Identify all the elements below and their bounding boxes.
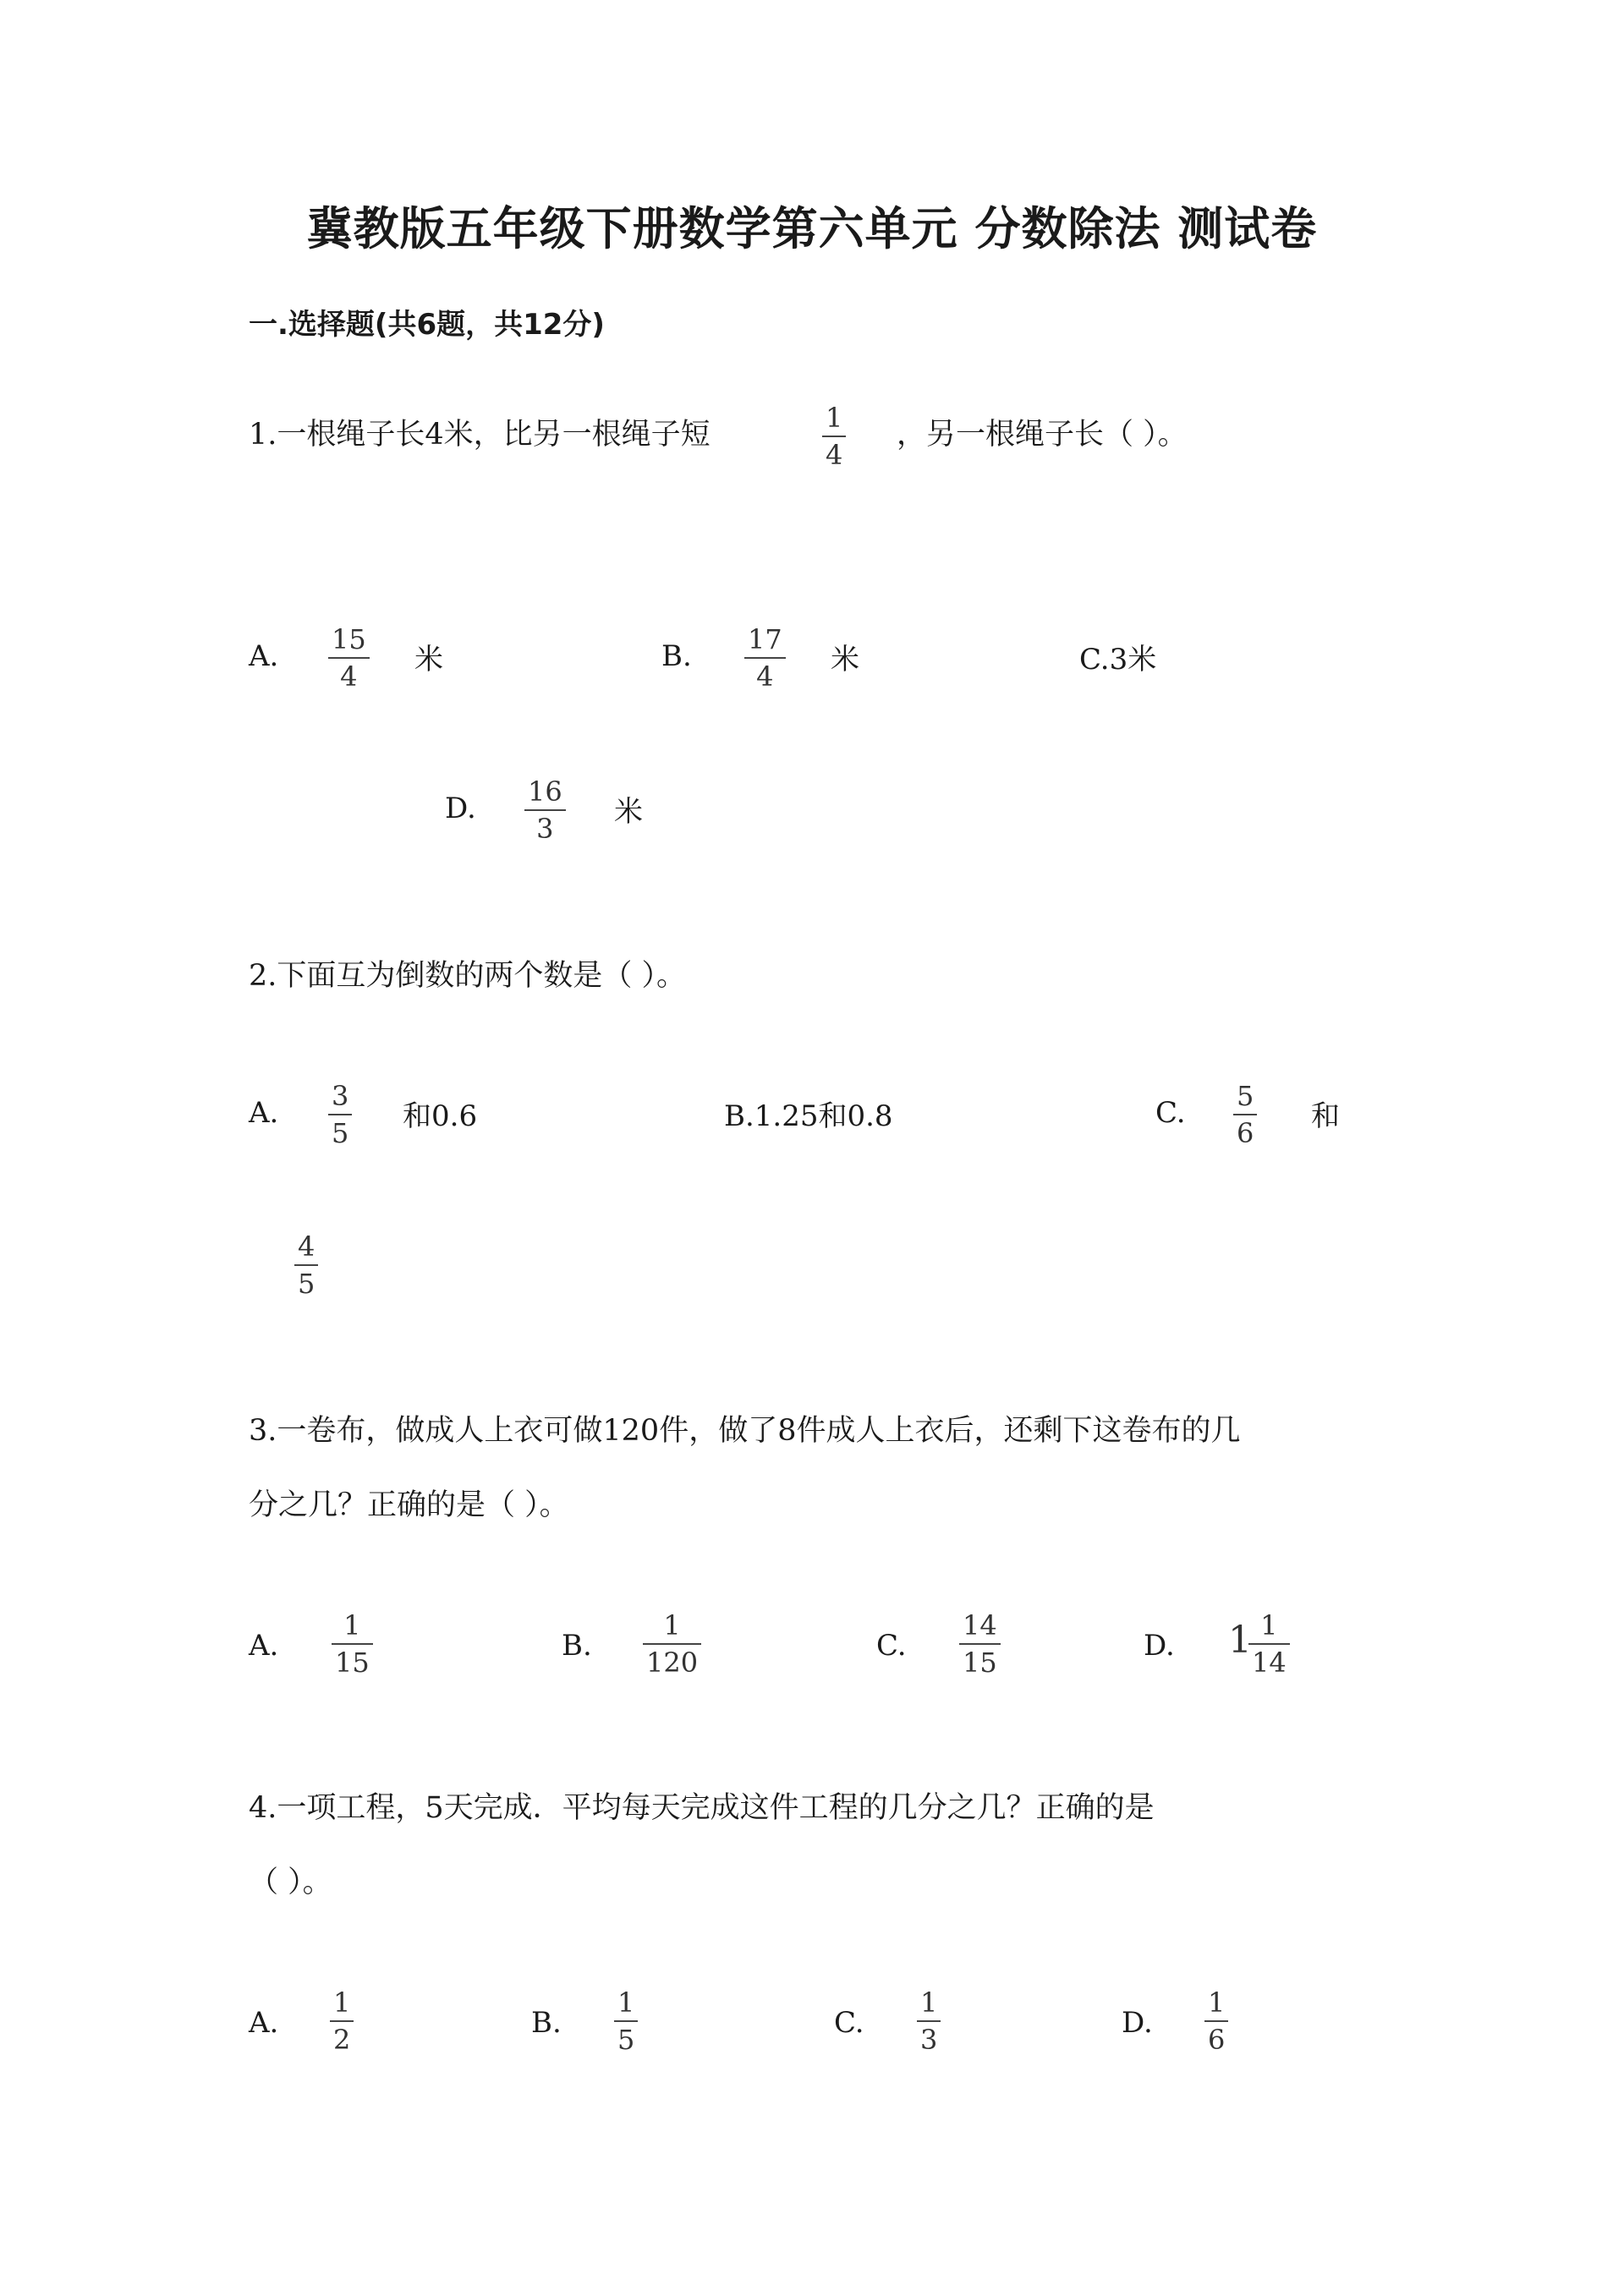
fraction-numerator: 1 — [1208, 1986, 1226, 2019]
q1-option-b-unit: 米 — [831, 643, 859, 677]
fraction-numerator: 4 — [298, 1230, 315, 1263]
fraction-denominator: 3 — [536, 813, 554, 845]
q4-option-d-label[interactable]: D. — [1122, 2006, 1153, 2040]
q4-option-a-label[interactable]: A. — [249, 2006, 279, 2040]
fraction-numerator: 16 — [528, 775, 562, 808]
fraction-numerator: 1 — [333, 1986, 351, 2019]
q1-option-a-unit: 米 — [414, 643, 443, 677]
q1-option-b-fraction — [744, 623, 786, 693]
question-1-text: 1.一根绳子长4米，比另一根绳子短 — [249, 418, 710, 452]
q2-option-b[interactable]: B.1.25和0.8 — [724, 1099, 893, 1133]
fraction-denominator: 120 — [646, 1647, 699, 1679]
q2-option-a-text: 和0.6 — [403, 1099, 478, 1133]
fraction-denominator: 6 — [1237, 1117, 1254, 1149]
q3-option-b-fraction — [643, 1609, 701, 1679]
q3-option-c-label[interactable]: C. — [876, 1629, 907, 1663]
question-4-line-2: （ ）。 — [249, 1866, 332, 1899]
q3-option-d-label[interactable]: D. — [1144, 1629, 1175, 1663]
question-1-text-after: ，另一根绳子长（ ）。 — [897, 418, 1188, 452]
q1-option-a-fraction — [328, 623, 370, 693]
fraction-numerator: 1 — [1260, 1609, 1278, 1641]
q1-option-d-fraction — [524, 775, 566, 845]
fraction-denominator: 14 — [1252, 1647, 1287, 1679]
q4-option-c-label[interactable]: C. — [834, 2006, 864, 2040]
q4-option-d-fraction — [1204, 1986, 1228, 2056]
fraction-denominator: 3 — [920, 2024, 938, 2056]
q3-option-c-fraction — [959, 1609, 1001, 1679]
fraction-denominator: 2 — [333, 2024, 351, 2056]
q1-option-d-label[interactable]: D. — [445, 792, 476, 825]
fraction-numerator: 1 — [617, 1986, 635, 2019]
q4-option-b-fraction — [614, 1986, 638, 2056]
fraction-numerator: 1 — [920, 1986, 938, 2019]
section-heading: 一.选择题(共6题，共12分) — [249, 308, 605, 342]
fraction-denominator: 5 — [332, 1117, 349, 1149]
fraction-numerator: 15 — [332, 623, 366, 655]
fraction-denominator: 4 — [826, 439, 843, 471]
q4-option-b-label[interactable]: B. — [531, 2006, 562, 2040]
q1-option-d-unit: 米 — [614, 795, 643, 829]
question-3-line-1: 3.一卷布，做成人上衣可做120件，做了8件成人上衣后，还剩下这卷布的几 — [249, 1414, 1241, 1448]
fraction-numerator: 1 — [343, 1609, 361, 1641]
q2-option-a-fraction — [328, 1082, 352, 1147]
q2-option-a-label[interactable]: A. — [249, 1096, 279, 1130]
q3-option-b-label[interactable]: B. — [562, 1629, 592, 1663]
q2-option-c-label[interactable]: C. — [1155, 1096, 1186, 1130]
fraction-numerator: 14 — [963, 1609, 997, 1641]
question-2-text: 2.下面互为倒数的两个数是（ ）。 — [249, 959, 687, 993]
fraction-denominator: 15 — [963, 1647, 997, 1679]
q2-option-c-text: 和 — [1311, 1099, 1340, 1133]
fraction-numerator: 3 — [332, 1080, 349, 1112]
q3-option-a-label[interactable]: A. — [249, 1629, 279, 1663]
fraction-denominator: 4 — [340, 660, 358, 693]
fraction-denominator: 4 — [756, 660, 774, 693]
fraction-numerator: 1 — [826, 402, 843, 434]
fraction-numerator: 1 — [663, 1609, 681, 1641]
fraction-denominator: 5 — [298, 1268, 315, 1300]
q2-option-c-fraction-2 — [294, 1230, 318, 1300]
q1-option-a-label[interactable]: A. — [249, 639, 279, 673]
question-3-line-2: 分之几？正确的是（ ）。 — [249, 1488, 569, 1522]
fraction-denominator: 15 — [335, 1647, 370, 1679]
question-4-line-1: 4.一项工程，5天完成．平均每天完成这件工程的几分之几？正确的是 — [249, 1791, 1155, 1825]
q4-option-c-fraction — [917, 1986, 941, 2056]
page-title: 冀教版五年级下册数学第六单元 分数除法 测试卷 — [306, 202, 1318, 255]
q3-option-d-fraction — [1248, 1609, 1290, 1679]
fraction-numerator: 17 — [748, 623, 782, 655]
q2-option-c-fraction — [1233, 1082, 1257, 1147]
question-1-fraction — [822, 404, 846, 469]
q1-option-b-label[interactable]: B. — [661, 639, 692, 673]
q4-option-a-fraction — [330, 1986, 354, 2056]
fraction-numerator: 5 — [1237, 1080, 1254, 1112]
q1-option-c[interactable]: C.3米 — [1079, 643, 1157, 677]
fraction-denominator: 5 — [617, 2024, 635, 2056]
q3-option-a-fraction — [332, 1609, 373, 1679]
q3-option-d-whole: 1 — [1228, 1619, 1252, 1662]
fraction-denominator: 6 — [1208, 2024, 1226, 2056]
